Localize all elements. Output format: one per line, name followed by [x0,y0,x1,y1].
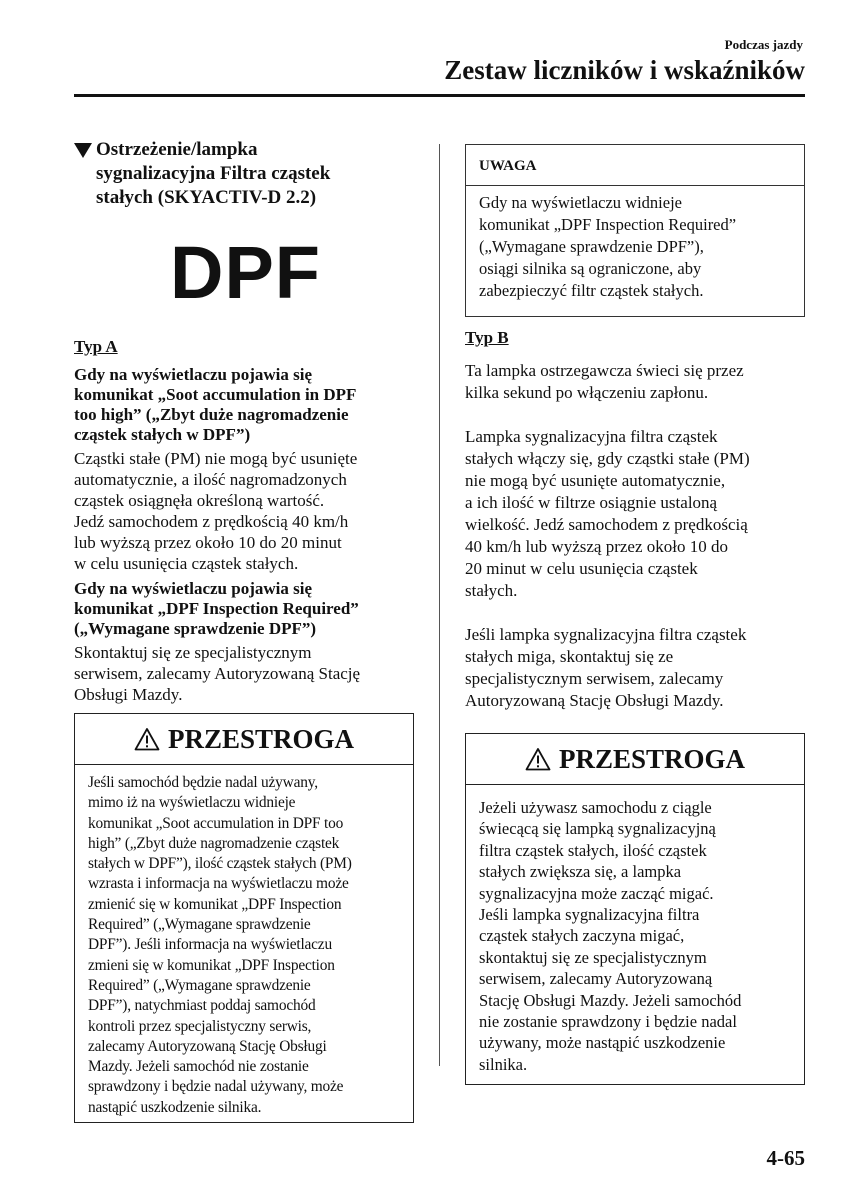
text-line: 40 km/h lub wyższą przez około 10 do [465,537,728,556]
caution-text [466,785,804,1081]
text-line: Mazdy. Jeżeli samochód nie zostanie [88,1058,309,1076]
text-line: sprawdzony i będzie nadal używany, może [88,1078,344,1096]
text-line: a ich ilość w filtrze osiągnie ustaloną [465,493,718,512]
paragraph-b2 [465,426,805,602]
right-column-text [465,327,805,712]
type-a-label: Typ A [74,337,118,356]
text-line: Jeśli lampka sygnalizacyjna filtra [479,905,700,925]
text-line: stałych miga, skontaktuj się ze [465,647,674,666]
paragraph-2 [74,642,414,705]
text-line: Stację Obsługi Mazdy. Jeżeli samochód [479,990,742,1010]
heading-line: sygnalizacyjna Filtra cząstek [96,163,331,184]
text-line: skontaktuj się ze specjalistycznym [479,947,707,967]
text-line: Gdy na wyświetlaczu pojawia się [74,365,312,384]
message-1 [74,365,414,445]
text-line: Skontaktuj się ze specjalistycznym [74,643,312,662]
text-line: nie zostanie sprawdzony i będzie nadal [479,1012,737,1032]
caution-title: PRZESTROGA [558,743,746,774]
header-rule [74,94,805,97]
page-title: Zestaw liczników i wskaźników [444,55,805,85]
heading-line: stałych (SKYACTIV-D 2.2) [96,187,317,208]
text-line: cząstek stałych zaczyna migać, [479,926,685,946]
text-line: Required” („Wymagane sprawdzenie [88,976,311,994]
page-number: 4-65 [766,1146,805,1170]
heading-line: Ostrzeżenie/lampka [96,139,258,160]
text-line: DPF”). Jeśli informacja na wyświetlaczu [88,936,332,954]
text-line: stałych włączy się, gdy cząstki stałe (PM) [465,449,750,468]
dpf-warning-symbol: DPF [170,231,321,314]
text-line: high” („Zbyt duże nagromadzenie cząstek [88,834,340,852]
caution-box-left [74,713,414,1123]
paragraph-b3 [465,624,805,712]
text-line: too high” („Zbyt duże nagromadzenie [74,405,349,424]
triangle-down-icon [74,143,92,158]
text-line: nastąpić uszkodzenie silnika. [88,1098,262,1116]
text-line: Obsługi Mazdy. [74,685,183,704]
text-line: komunikat „DPF Inspection Required” [74,599,359,618]
text-line: kontroli przez specjalistyczny serwis, [88,1017,312,1035]
text-line: automatycznie, a ilość nagromadzonych [74,470,347,489]
text-line: DPF”), natychmiast poddaj samochód [88,997,316,1015]
note-title: UWAGA [466,145,804,186]
text-line: Jeżeli używasz samochodu z ciągle [479,798,712,817]
text-line: („Wymagane sprawdzenie DPF”) [74,619,317,638]
text-line: cząstek osiągnęła określoną wartość. [74,491,325,510]
text-line: („Wymagane sprawdzenie DPF”), [479,237,704,256]
text-line: Jeśli samochód będzie nadal używany, [88,774,318,791]
text-line: nie mogą być usunięte automatycznie, [465,471,726,490]
text-line: sygnalizacyjna może zacząć migać. [479,883,714,903]
text-line: zabezpieczyć filtr cząstek stałych. [479,281,704,300]
section-heading [74,138,414,210]
text-line: 20 minut w celu usunięcia cząstek [465,559,698,578]
text-line: mimo iż na wyświetlaczu widnieje [88,794,296,812]
text-line: w celu usunięcia cząstek stałych. [74,554,299,573]
text-line: serwisem, zalecamy Autoryzowaną Stację [74,664,361,683]
text-line: Gdy na wyświetlaczu pojawia się [74,579,312,598]
caution-header [75,714,413,765]
paragraph-1 [74,448,414,574]
text-line: wielkość. Jedź samochodem z prędkością [465,515,748,534]
running-header-section: Podczas jazdy [724,37,803,52]
message-2 [74,579,414,639]
text-line: Required” („Wymagane sprawdzenie [88,916,311,934]
caution-text [75,765,413,1124]
text-line: Ta lampka ostrzegawcza świeci się przez [465,361,744,380]
caution-header [466,734,804,785]
paragraph-b1 [465,360,805,404]
text-line: stałych w DPF”), ilość cząstek stałych (PM) [88,855,352,873]
text-line: wzrasta i informacja na wyświetlaczu może [88,875,349,893]
text-line: serwisem, zalecamy Autoryzowaną [479,969,713,989]
text-line: stałych. [465,581,518,600]
text-line: Autoryzowaną Stację Obsługi Mazdy. [465,691,724,710]
note-box [465,144,805,317]
warning-triangle-icon [134,727,160,751]
text-line: Cząstki stałe (PM) nie mogą być usunięte [74,449,358,468]
caution-box-right [465,733,805,1085]
warning-triangle-icon [525,747,551,771]
text-line: osiągi silnika są ograniczone, aby [479,259,702,278]
caution-title: PRZESTROGA [167,723,355,754]
text-line: komunikat „Soot accumulation in DPF [74,385,357,404]
text-line: cząstek stałych w DPF”) [74,425,251,444]
text-line: zmieni się w komunikat „DPF Inspection [88,956,335,974]
text-line: Gdy na wyświetlaczu widnieje [479,193,682,212]
text-line: kilka sekund po włączeniu zapłonu. [465,383,709,402]
text-line: zmienić się w komunikat „DPF Inspection [88,895,342,913]
text-line: lub wyższą przez około 10 do 20 minut [74,533,342,552]
text-line: świecącą się lampką sygnalizacyjną [479,819,716,839]
left-column [74,138,414,705]
text-line: silnika. [479,1054,528,1074]
type-b-label: Typ B [465,328,509,347]
text-line: stałych zwiększa się, a lampka [479,862,682,882]
note-text [466,186,804,302]
text-line: używany, może nastąpić uszkodzenie [479,1033,726,1053]
text-line: komunikat „DPF Inspection Required” [479,215,737,234]
text-line: filtra cząstek stałych, ilość cząstek [479,840,707,860]
section-heading-text [96,138,330,210]
text-line: Jedź samochodem z prędkością 40 km/h [74,512,349,531]
text-line: komunikat „Soot accumulation in DPF too [88,814,344,832]
text-line: Lampka sygnalizacyjna filtra cząstek [465,427,718,446]
text-line: zalecamy Autoryzowaną Stację Obsługi [88,1037,327,1055]
column-divider [439,144,440,1066]
text-line: specjalistycznym serwisem, zalecamy [465,669,724,688]
text-line: Jeśli lampka sygnalizacyjna filtra cząstek [465,625,747,644]
